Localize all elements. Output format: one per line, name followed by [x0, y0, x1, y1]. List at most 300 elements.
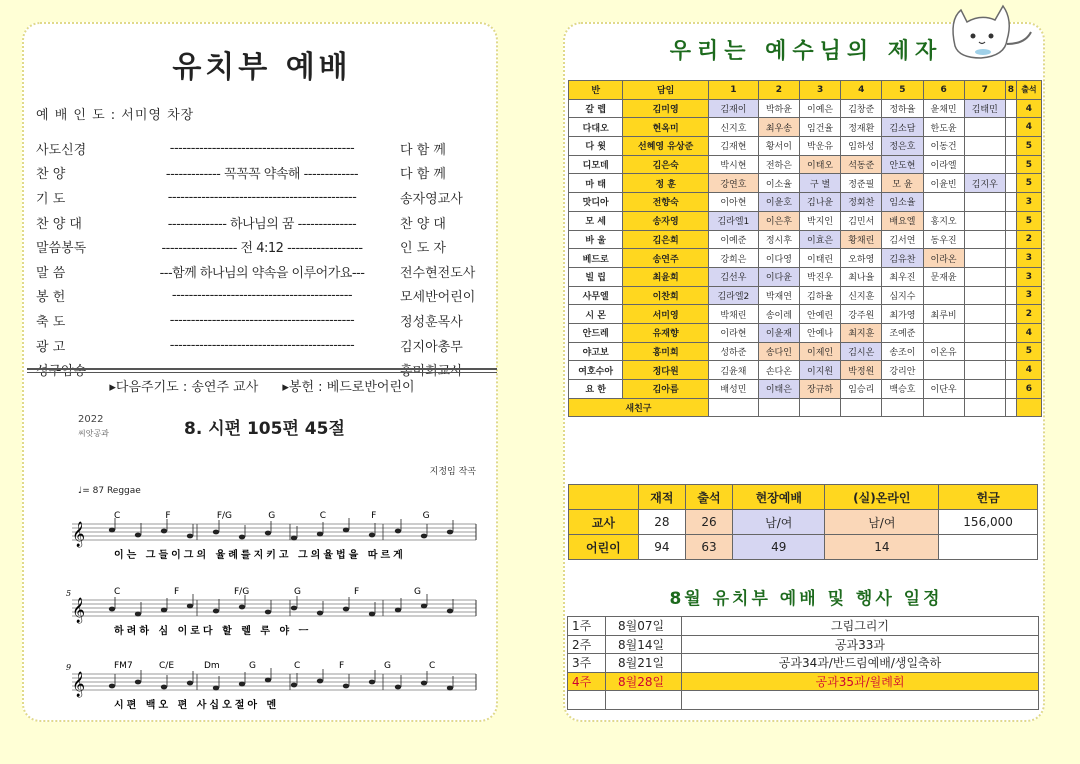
divider [27, 372, 497, 373]
student-name [964, 323, 1005, 342]
class-name: 다대오 [569, 118, 623, 137]
student-name: 김창준 [841, 99, 882, 118]
music-note [343, 684, 349, 689]
student-name [964, 342, 1005, 361]
music-note [447, 609, 453, 614]
attendance-count: 3 [1016, 249, 1041, 268]
student-name [882, 398, 923, 417]
chord-symbol: F [174, 587, 180, 597]
worship-order-panel [22, 22, 498, 722]
student-name [799, 398, 840, 417]
student-name: 신지훈 [841, 286, 882, 305]
summary-header: 재적 [638, 485, 685, 510]
enrolled-count: 94 [638, 535, 685, 560]
order-item-leader: 김지아총무 [400, 339, 463, 355]
attendance-count: 2 [1016, 305, 1041, 324]
measure-number: 9 [66, 663, 72, 672]
schedule-event: 그림그리기 [682, 617, 1039, 636]
music-note [187, 604, 193, 609]
onsite-count: 남/여 [733, 510, 825, 535]
chord-symbol: G [268, 511, 276, 521]
order-item-detail: ------------------------------------------- [171, 288, 353, 304]
sheet-year: 2022 [78, 414, 104, 425]
order-item-leader: 송자영교사 [400, 191, 463, 207]
class-name: 사무엘 [569, 286, 623, 305]
roster-header: 2 [758, 81, 799, 100]
class-name: 여호수아 [569, 361, 623, 380]
summary-row [569, 510, 1038, 535]
schedule-date: 8월07일 [606, 617, 682, 636]
student-name: 이소율 [758, 174, 799, 193]
class-teacher: 송연주 [623, 249, 709, 268]
chord-symbol: F [354, 587, 360, 597]
roster-row [569, 230, 1042, 249]
roster-row [569, 193, 1042, 212]
summary-header: 출석 [685, 485, 732, 510]
music-note [343, 528, 349, 533]
student-name: 김나윤 [799, 193, 840, 212]
chord-symbol: Dm [204, 661, 220, 671]
order-row [36, 259, 486, 284]
order-item-name: 사도신경 [36, 142, 87, 158]
class-teacher: 선혜영 유상준 [623, 137, 709, 156]
order-item-leader: 인 도 자 [400, 241, 446, 257]
student-name: 이은후 [758, 211, 799, 230]
online-count: 14 [825, 535, 939, 560]
chord-symbol: G [414, 587, 421, 597]
student-name: 최우진 [882, 267, 923, 286]
roster-row [569, 249, 1042, 268]
schedule-row [568, 617, 1039, 636]
student-name: 조예준 [882, 323, 923, 342]
student-name: 이다윤 [758, 267, 799, 286]
music-note [291, 536, 297, 541]
class-teacher: 현옥미 [623, 118, 709, 137]
roster-row [569, 118, 1042, 137]
order-row [36, 333, 486, 358]
order-item-detail: -------------------------------------------- [169, 140, 355, 156]
schedule-table [567, 616, 1039, 710]
music-note [135, 680, 141, 685]
summary-label: 교사 [569, 510, 639, 535]
next-prayer: ▸다음주기도 : 송연주 교사 [109, 380, 259, 395]
student-name [758, 398, 799, 417]
student-name: 정은호 [882, 137, 923, 156]
student-name: 최루비 [923, 305, 964, 324]
music-note [369, 533, 375, 538]
class-teacher: 김미영 [623, 99, 709, 118]
order-item-name: 말씀봉독 [36, 241, 87, 257]
student-name: 송조이 [882, 342, 923, 361]
student-name: 김지우 [964, 174, 1005, 193]
music-note [447, 686, 453, 691]
attendance-summary-table [568, 484, 1038, 560]
student-name [1005, 230, 1016, 249]
chord-symbol: C [114, 587, 121, 597]
attended-count: 26 [685, 510, 732, 535]
student-name: 이예은 [799, 99, 840, 118]
music-note [369, 680, 375, 685]
student-name: 박채린 [708, 305, 758, 324]
student-name: 박운유 [799, 137, 840, 156]
order-row [36, 234, 486, 259]
student-name: 강희은 [708, 249, 758, 268]
attendance-count: 5 [1016, 342, 1041, 361]
order-item-name: 광 고 [36, 339, 66, 355]
student-name [1005, 99, 1016, 118]
music-note [343, 607, 349, 612]
student-name: 김유찬 [882, 249, 923, 268]
order-item-detail: -------------------------------------------- [169, 337, 355, 353]
student-name [923, 193, 964, 212]
class-name: 요 한 [569, 380, 623, 399]
student-name: 배성민 [708, 380, 758, 399]
student-name [1005, 211, 1016, 230]
treble-clef-icon: 𝄞 [72, 522, 86, 547]
order-item-leader: 찬 양 대 [400, 216, 446, 232]
schedule-row [568, 654, 1039, 673]
student-name: 이윤빈 [923, 174, 964, 193]
student-name: 안예나 [799, 323, 840, 342]
music-note [395, 608, 401, 613]
schedule-date: 8월28일 [606, 672, 682, 691]
student-name: 김라엘1 [708, 211, 758, 230]
class-teacher: 김은숙 [623, 155, 709, 174]
student-name: 동우진 [923, 230, 964, 249]
roster-header: 출석 [1016, 81, 1041, 100]
schedule-date [606, 691, 682, 710]
schedule-date: 8월14일 [606, 635, 682, 654]
roster-row [569, 361, 1042, 380]
sheet-series: 씨앗공과 [78, 429, 109, 438]
order-row [36, 284, 486, 309]
order-item-leader: 전수현전도사 [400, 265, 476, 281]
class-name: 베드로 [569, 249, 623, 268]
student-name: 오하영 [841, 249, 882, 268]
music-note [213, 686, 219, 691]
roster-row [569, 137, 1042, 156]
class-name: 야고보 [569, 342, 623, 361]
summary-header: 현장예배 [733, 485, 825, 510]
attended-count: 63 [685, 535, 732, 560]
offering-amount: 156,000 [939, 510, 1038, 535]
student-name [964, 249, 1005, 268]
offering-amount [939, 535, 1038, 560]
student-name [1005, 155, 1016, 174]
class-name: 맛디아 [569, 193, 623, 212]
student-name [964, 398, 1005, 417]
schedule-title: 8월 유치부 예배 및 행사 일정 [669, 589, 943, 609]
order-item-detail: ---함께 하나님의 약속을 이루어가요--- [159, 265, 365, 281]
student-name: 이온유 [923, 342, 964, 361]
music-note [265, 678, 271, 683]
schedule-week [568, 691, 606, 710]
class-name: 시 몬 [569, 305, 623, 324]
roster-row [569, 305, 1042, 324]
order-row [36, 210, 486, 235]
student-name: 정회찬 [841, 193, 882, 212]
roster-row [569, 155, 1042, 174]
chord-symbol: C [114, 511, 121, 521]
roster-header: 1 [708, 81, 758, 100]
class-name: 바 울 [569, 230, 623, 249]
student-name: 박하윤 [758, 99, 799, 118]
student-name [923, 286, 964, 305]
music-note [317, 532, 323, 537]
student-name: 임승리 [841, 380, 882, 399]
student-name: 김재이 [708, 99, 758, 118]
order-item-leader: 홍미희교사 [400, 364, 463, 380]
student-name [1005, 361, 1016, 380]
class-teacher: 유재향 [623, 323, 709, 342]
music-note [213, 609, 219, 614]
student-name [964, 211, 1005, 230]
student-name: 송이레 [758, 305, 799, 324]
schedule-week: 3주 [568, 654, 606, 673]
treble-clef-icon: 𝄞 [72, 672, 86, 697]
student-name: 이태은 [758, 380, 799, 399]
student-name: 김라엘2 [708, 286, 758, 305]
attendance-roster-table [568, 80, 1042, 417]
chord-symbol: F [339, 661, 345, 671]
order-item-leader: 다 함 께 [400, 142, 446, 158]
student-name: 안예린 [799, 305, 840, 324]
roster-header: 7 [964, 81, 1005, 100]
student-name: 정재환 [841, 118, 882, 137]
class-teacher: 홍미희 [623, 342, 709, 361]
student-name: 임소율 [882, 193, 923, 212]
music-note [421, 534, 427, 539]
next-week-info [24, 376, 500, 395]
roster-row [569, 174, 1042, 193]
music-note [161, 685, 167, 690]
student-name: 황채린 [841, 230, 882, 249]
roster-header: 4 [841, 81, 882, 100]
student-name: 강리안 [882, 361, 923, 380]
music-note [109, 607, 115, 612]
student-name [1005, 267, 1016, 286]
onsite-count: 49 [733, 535, 825, 560]
student-name: 김하율 [799, 286, 840, 305]
chord-symbol: C [319, 511, 327, 521]
composer: 지정임 작곡 [429, 467, 476, 477]
attendance-count: 6 [1016, 380, 1041, 399]
class-name: 안드레 [569, 323, 623, 342]
tempo: ♩= 87 Reggae [78, 486, 141, 496]
student-name [1005, 305, 1016, 324]
order-item-name: 말 씀 [36, 265, 66, 281]
student-name: 정준필 [841, 174, 882, 193]
roster-header: 반 [569, 81, 623, 100]
order-item-detail: -------------------------------------------- [169, 312, 355, 328]
student-name: 황서이 [758, 137, 799, 156]
schedule-week: 4주 [568, 672, 606, 691]
attendance-count: 5 [1016, 211, 1041, 230]
chord-symbol: C [294, 661, 301, 671]
music-note [109, 528, 115, 533]
order-item-detail: --------------------------------------------- [167, 189, 357, 205]
music-note [265, 531, 271, 536]
student-name: 최나율 [841, 267, 882, 286]
enrolled-count: 28 [638, 510, 685, 535]
student-name: 김태민 [964, 99, 1005, 118]
roster-row [569, 286, 1042, 305]
class-name: 마 태 [569, 174, 623, 193]
class-teacher: 정다원 [623, 361, 709, 380]
student-name [1005, 249, 1016, 268]
class-name: 새친구 [569, 398, 709, 417]
student-name [964, 230, 1005, 249]
order-item-detail: -------------------------------------------- [169, 362, 355, 378]
measure-number: 5 [66, 589, 72, 598]
student-name: 이라엘 [923, 155, 964, 174]
summary-header: 헌금 [939, 485, 1038, 510]
student-name [1005, 286, 1016, 305]
lyrics: 하려하 심 이로다 할 렐 루 야 ㅡ [114, 626, 312, 637]
attendance-count: 2 [1016, 230, 1041, 249]
roster-header: 8 [1005, 81, 1016, 100]
student-name [964, 118, 1005, 137]
roster-header: 6 [923, 81, 964, 100]
attendance-count [1016, 398, 1041, 417]
schedule-event: 공과35과/월례회 [682, 672, 1039, 691]
student-name [1005, 398, 1016, 417]
chord-symbol: F [165, 511, 171, 521]
class-teacher: 이찬희 [623, 286, 709, 305]
chord-symbol: G [294, 587, 301, 597]
class-name: 디모데 [569, 155, 623, 174]
student-name: 이지원 [799, 361, 840, 380]
attendance-count: 5 [1016, 137, 1041, 156]
student-name [964, 137, 1005, 156]
student-name: 강연호 [708, 174, 758, 193]
roster-row [569, 323, 1042, 342]
student-name: 문재윤 [923, 267, 964, 286]
order-item-name: 성구암송 [36, 364, 87, 380]
student-name: 이라온 [923, 249, 964, 268]
chord-symbol: G [422, 511, 430, 521]
next-offering: ▸봉헌 : 베드로반어린이 [282, 380, 415, 395]
order-row [36, 185, 486, 210]
order-item-name: 기 도 [36, 191, 66, 207]
order-row [36, 161, 486, 186]
roster-row [569, 99, 1042, 118]
class-teacher: 서미영 [623, 305, 709, 324]
order-item-name: 봉 헌 [36, 290, 66, 306]
summary-header: (실)온라인 [825, 485, 939, 510]
student-name: 강주원 [841, 305, 882, 324]
student-name [1005, 137, 1016, 156]
summary-header [569, 485, 639, 510]
student-name: 전하은 [758, 155, 799, 174]
student-name: 김윤채 [708, 361, 758, 380]
sheet-music [64, 408, 484, 718]
roster-row [569, 398, 1042, 417]
roster-row [569, 267, 1042, 286]
roster-row [569, 342, 1042, 361]
student-name: 한도윤 [923, 118, 964, 137]
student-name: 최가영 [882, 305, 923, 324]
order-item-name: 찬 양 [36, 167, 66, 183]
student-name: 박재연 [758, 286, 799, 305]
order-row [36, 308, 486, 333]
worship-order-list [36, 136, 486, 382]
order-item-leader: 다 함 께 [400, 167, 446, 183]
chord-symbol: G [384, 661, 391, 671]
student-name: 이태오 [799, 155, 840, 174]
student-name: 이효은 [799, 230, 840, 249]
class-name: 빌 립 [569, 267, 623, 286]
student-name [923, 398, 964, 417]
student-name [1005, 193, 1016, 212]
student-name: 이윤재 [758, 323, 799, 342]
student-name: 배요엘 [882, 211, 923, 230]
schedule-week: 2주 [568, 635, 606, 654]
class-teacher: 김은희 [623, 230, 709, 249]
music-note [421, 681, 427, 686]
attendance-count: 5 [1016, 174, 1041, 193]
music-note [239, 605, 245, 610]
student-name: 임하성 [841, 137, 882, 156]
attendance-count: 5 [1016, 155, 1041, 174]
music-note [291, 606, 297, 611]
chord-symbol: F [371, 511, 377, 521]
treble-clef-icon: 𝄞 [72, 598, 86, 623]
music-note [291, 683, 297, 688]
chord-symbol: FM7 [114, 661, 133, 671]
online-count: 남/여 [825, 510, 939, 535]
student-name: 이단우 [923, 380, 964, 399]
student-name: 장규하 [799, 380, 840, 399]
music-note [265, 610, 271, 615]
music-note [213, 530, 219, 535]
student-name [841, 398, 882, 417]
student-name: 정하율 [882, 99, 923, 118]
student-name [964, 193, 1005, 212]
attendance-count: 4 [1016, 99, 1041, 118]
music-note [395, 685, 401, 690]
summary-row [569, 535, 1038, 560]
student-name: 최우송 [758, 118, 799, 137]
student-name: 성하준 [708, 342, 758, 361]
music-note [317, 611, 323, 616]
student-name: 백승호 [882, 380, 923, 399]
student-name: 박지인 [799, 211, 840, 230]
class-name: 다 윗 [569, 137, 623, 156]
student-name: 이라현 [708, 323, 758, 342]
music-note [161, 608, 167, 613]
student-name [1005, 380, 1016, 399]
worship-leader: 예 배 인 도 : 서미영 차장 [36, 108, 195, 123]
student-name: 최지훈 [841, 323, 882, 342]
order-item-name: 찬 양 대 [36, 216, 82, 232]
attendance-count: 4 [1016, 323, 1041, 342]
student-name: 김재현 [708, 137, 758, 156]
music-note [135, 612, 141, 617]
music-note [187, 534, 193, 539]
class-teacher: 송자영 [623, 211, 709, 230]
music-note [109, 684, 115, 689]
student-name [1005, 174, 1016, 193]
class-teacher: 정 훈 [623, 174, 709, 193]
student-name: 김서연 [882, 230, 923, 249]
student-name: 심지수 [882, 286, 923, 305]
order-item-detail: -------------- 하나님의 꿈 -------------- [167, 216, 357, 232]
page-title: 유치부 예배 [172, 50, 352, 85]
student-name [964, 286, 1005, 305]
student-name [964, 267, 1005, 286]
student-name [964, 155, 1005, 174]
